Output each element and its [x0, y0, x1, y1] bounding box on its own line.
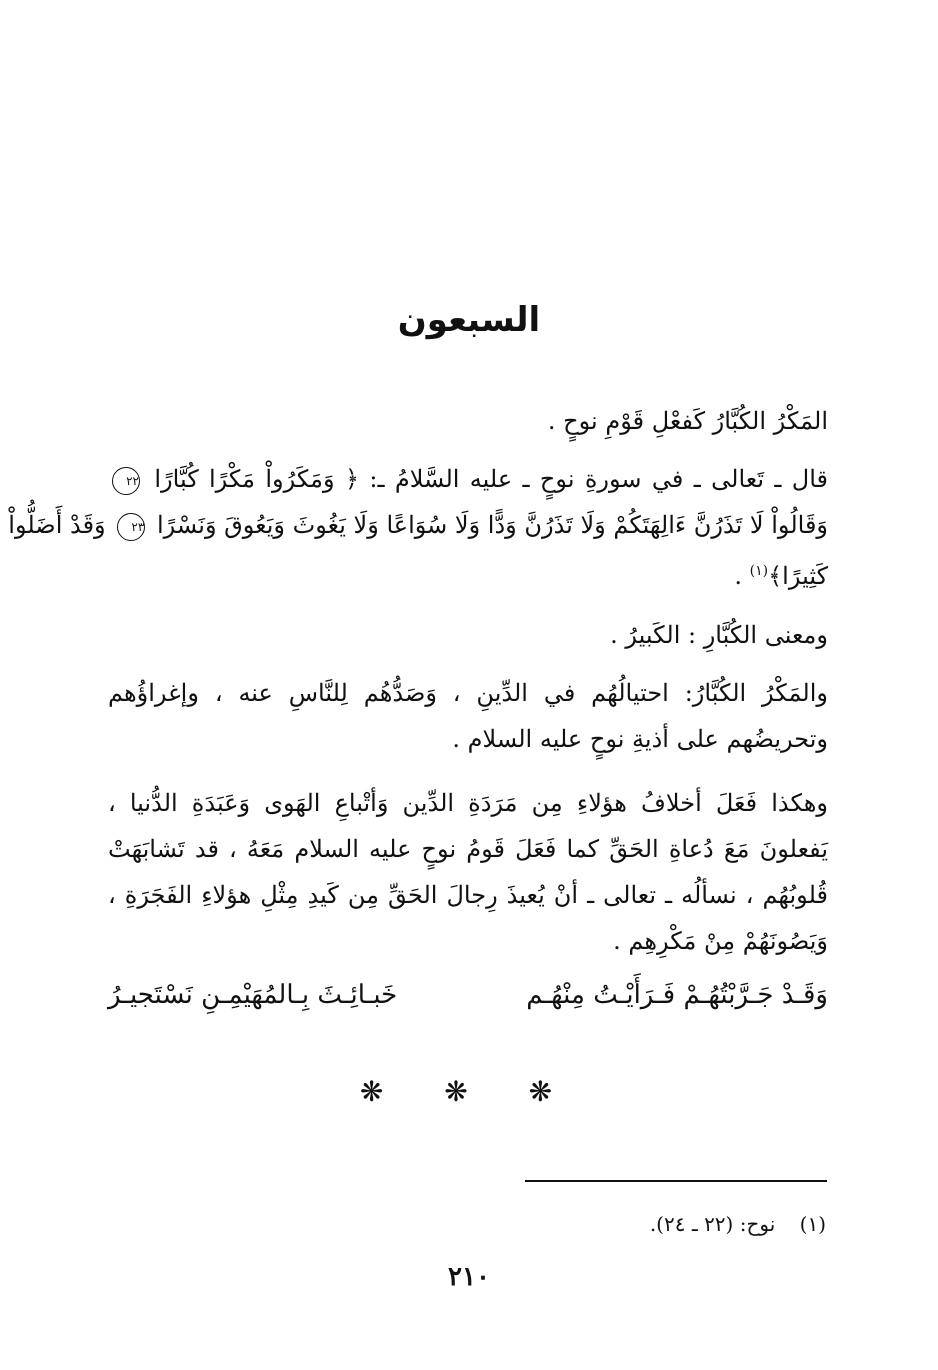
ayah-number-22: ٢٢: [112, 467, 140, 495]
quote-intro: قال ـ تَعالى ـ في سورةِ نوحٍ ـ عليه السَّلامُ ـ:: [369, 465, 828, 493]
verse-hemistich-1: وَقَـدْ جَـرَّبْتُهُـمْ فَـرَأَيْـتُ مِنْهُـم: [526, 980, 828, 1010]
paragraph-2-line-1: [108, 456, 828, 502]
ayah-number-23: ٢٣: [117, 513, 145, 541]
paragraph-5-line-2: يَفعلونَ مَعَ دُعاةِ الحَقِّ كما فَعَلَ قَومُ نوحٍ عليه السلام مَعَهُ ، قد تَشابَهَتْ: [108, 835, 828, 863]
quran-text-1: وَمَكَرُواْ مَكْرًا كُبَّارًا: [154, 465, 335, 493]
footnote-number: (١): [799, 1212, 826, 1236]
paragraph-5-line-1: وهكذا فَعَلَ أخلافُ هؤلاءِ مِن مَرَدَةِ الدِّين وَأتْباعِ الهَوى وَعَبَدَةِ الدُّنيا ،: [108, 789, 828, 817]
verse-hemistich-2: خَبـائِـثَ بِـالمُهَيْمِـنِ نَسْتَجيـرُ: [108, 980, 398, 1010]
paragraph-5-line-4: وَيَصُونَهُمْ مِنْ مَكْرِهِم .: [613, 927, 828, 955]
quran-open-bracket: ﴿: [344, 465, 359, 493]
paragraph-4: [108, 670, 828, 762]
paragraph-5: [108, 780, 828, 964]
chapter-title: السبعون: [397, 300, 541, 340]
paragraph-3: [108, 612, 828, 658]
paragraph-2-line-3: كَثِيرًا﴾$^{(١)}$ .: [734, 562, 828, 590]
quran-text-4: كَثِيرًا: [782, 562, 828, 590]
footnote: [650, 1212, 826, 1236]
page-number: ٢١٠: [448, 1262, 490, 1292]
footnote-text: نوح: (٢٢ ـ ٢٤).: [649, 1212, 776, 1236]
section-separator-stars: ❋ ❋ ❋: [359, 1075, 579, 1108]
quran-close-bracket: ﴾: [768, 562, 783, 590]
paragraph-4-line-1: والمَكْرُ الكُبَّارُ: احتيالُهُم في الدِّينِ ، وَصَدُّهُم لِلنَّاسِ عنه ، وإغراؤُهم: [108, 679, 828, 707]
footnote-divider: [525, 1180, 827, 1182]
poetry-verse: [108, 980, 828, 1010]
paragraph-1-line: المَكْرُ الكُبَّارُ كَفعْلِ قَوْمِ نوحٍ .: [547, 407, 828, 435]
paragraph-4-line-2: وتحريضُهم على أذيةِ نوحٍ عليه السلام .: [452, 725, 828, 753]
quran-text-3: وَقَدْ أَضَلُّواْ: [8, 511, 106, 539]
paragraph-3-line: ومعنى الكُبَّارِ : الكَبيرُ .: [610, 621, 828, 649]
quran-text-2: وَقَالُواْ لَا تَذَرُنَّ ءَالِهَتَكُمْ وَلَا تَذَرُنَّ وَدًّا وَلَا سُوَاعًا وَلَا يَغُوثَ وَيَعُوقَ وَنَسْرًا: [156, 511, 828, 539]
paragraph-1: [108, 398, 828, 444]
paragraph-2: [8, 456, 828, 599]
footnote-reference: (١): [749, 563, 769, 579]
paragraph-2-line-2: [8, 502, 828, 548]
paragraph-5-line-3: قُلوبُهُم ، نسألُه ـ تعالى ـ أنْ يُعيذَ رِجالَ الحَقِّ مِن كَيدِ مِثْلِ هؤلاءِ الفَجَرَةِ ،: [108, 881, 828, 909]
